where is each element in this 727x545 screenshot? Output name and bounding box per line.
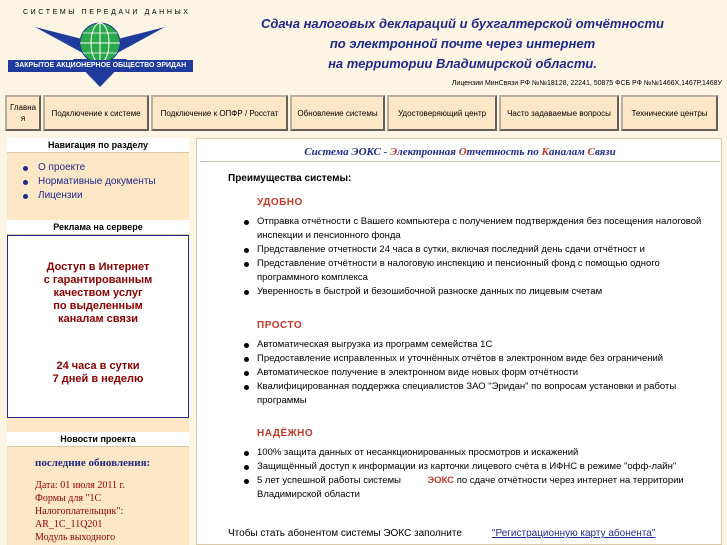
list-item: Отправка отчётности с Вашего компьютера с получением подтверждения без посещения налоговой инспекции и пенсионного фонда (244, 215, 704, 243)
registration-prompt (228, 528, 655, 539)
page-header (0, 0, 727, 95)
nav-tech-centers[interactable]: Технические центры (621, 95, 718, 131)
list-item: Представление отчетности 24 часа в сутки, включая последний день сдачи отчётност и (244, 243, 704, 257)
logo-tagline: СИСТЕМЫ ПЕРЕДАЧИ ДАННЫХ (23, 9, 191, 16)
nav-system-update[interactable]: Обновление системы (290, 95, 385, 131)
title-part: Система ЭОКС - (304, 146, 390, 158)
spacer (7, 211, 189, 220)
title-part: Э (389, 146, 398, 158)
item-text: 5 лет успешной работы системы (257, 475, 401, 486)
divider (200, 161, 720, 162)
title-part: вязи (594, 146, 616, 158)
sidebar-item-documents[interactable] (23, 175, 189, 189)
sidebar-item-label: Лицензии (38, 190, 83, 201)
list-item: 100% защита данных от несанкционированных просмотров и искажений (244, 446, 704, 460)
nav-connect-system[interactable]: Подключение к системе (43, 95, 149, 131)
nav-connect-opfr[interactable]: Подключение к ОПФР / Росстат (151, 95, 288, 131)
list-item: Автоматическое получение в электронном виде новых форм отчётности (244, 366, 704, 380)
title-line: по электронной почте через интернет (329, 36, 596, 51)
news-line: Дата: 01 июля 2011 г. (35, 480, 125, 491)
list-item (244, 474, 704, 502)
ad-banner[interactable] (7, 235, 189, 418)
ad-line: 24 часа в сутки (56, 360, 140, 372)
sidebar-news-heading: Новости проекта (7, 432, 189, 447)
news-panel (7, 447, 189, 545)
sidebar-item-licenses[interactable] (23, 189, 189, 203)
main-content (196, 138, 722, 545)
convenient-list (244, 215, 704, 299)
registration-text: Чтобы стать абонентом системы ЭОКС заполните (228, 528, 462, 539)
title-part: лектронная (397, 146, 459, 158)
title-line: Сдача налоговых деклараций и бухгалтерской отчётности (261, 16, 664, 31)
sidebar-item-label: О проекте (38, 162, 86, 173)
list-item: Защищённый доступ к информации из карточки лицевого счёта в ИФНС в режиме "офф-лайн" (244, 460, 704, 474)
bullet-icon (23, 166, 28, 171)
system-title (197, 146, 723, 158)
ad-line: Доступ в Интернет (46, 261, 150, 273)
logo-band: ЗАКРЫТОЕ АКЦИОНЕРНОЕ ОБЩЕСТВО ЭРИДАН (8, 60, 193, 72)
news-line: Формы для "1С (35, 493, 102, 504)
ad-line: по выделенным (53, 300, 143, 312)
sidebar-nav-heading: Навигация по разделу (7, 138, 189, 153)
nav-certification-center[interactable]: Удостоверяющий центр (387, 95, 497, 131)
nav-home-label: Главная (9, 103, 37, 123)
sidebar (7, 138, 189, 545)
company-logo[interactable] (5, 5, 195, 90)
news-line: Налогоплательщик": (35, 506, 124, 517)
advantages-heading: Преимущества системы: (228, 173, 352, 184)
sidebar-ad-heading: Реклама на сервере (7, 220, 189, 235)
ad-line: с гарантированным (43, 274, 153, 286)
section-title-simple: ПРОСТО (257, 320, 303, 331)
section-title-reliable: НАДЁЖНО (257, 428, 314, 439)
item-text: по сдаче отчётности через интернет на территории Владимирской области (257, 475, 684, 500)
eoks-highlight: ЭОКС (427, 475, 455, 486)
title-part: С (587, 146, 595, 158)
ad-line: качеством услуг (53, 287, 143, 299)
registration-card-link[interactable]: "Регистрационную карту абонента" (491, 528, 656, 539)
title-part: тчетность по (466, 146, 542, 158)
sidebar-item-about[interactable] (23, 161, 189, 175)
page-title (210, 14, 715, 74)
globe-logo-icon (35, 19, 165, 89)
spacer (7, 418, 189, 432)
title-part: О (458, 146, 467, 158)
license-info: Лицензии МинСвязи РФ №№18128, 22241, 50875 ФСБ РФ №№1466Х,1467Р,1468У (451, 80, 722, 87)
list-item: Представление отчётности в налоговую инспекцию и пенсионный фонд с помощью одного программного комплекса (244, 257, 704, 285)
reliable-list (244, 446, 704, 502)
simple-list (244, 338, 704, 408)
list-item: Квалифицированная поддержка специалистов ЗАО "Эридан" по вопросам установки и работы программы (244, 380, 704, 408)
news-line: AR_1C_11Q201 (35, 519, 103, 530)
title-part: аналам (548, 146, 588, 158)
title-line: на территории Владимирской области. (328, 56, 597, 71)
list-item: Автоматическая выгрузка из программ семейства 1С (244, 338, 704, 352)
bullet-icon (23, 180, 28, 185)
news-line: Модуль выходного (35, 532, 116, 543)
list-item: Предоставление исправленных и уточнённых отчётов в электронном виде без ограничений (244, 352, 704, 366)
nav-home[interactable] (5, 95, 41, 131)
list-item: Уверенность в быстрой и безошибочной разноске данных по лицевым счетам (244, 285, 704, 299)
sidebar-item-label: Нормативные документы (38, 176, 156, 187)
title-part: К (541, 146, 549, 158)
sidebar-nav-panel (7, 153, 189, 211)
nav-faq[interactable]: Часто задаваемые вопросы (499, 95, 619, 131)
section-title-convenient: УДОБНО (257, 197, 303, 208)
ad-line: каналам связи (57, 313, 139, 325)
bullet-icon (23, 194, 28, 199)
news-title: последние обновления: (35, 457, 151, 469)
top-navigation (5, 95, 722, 131)
ad-line: 7 дней в неделю (52, 373, 144, 385)
